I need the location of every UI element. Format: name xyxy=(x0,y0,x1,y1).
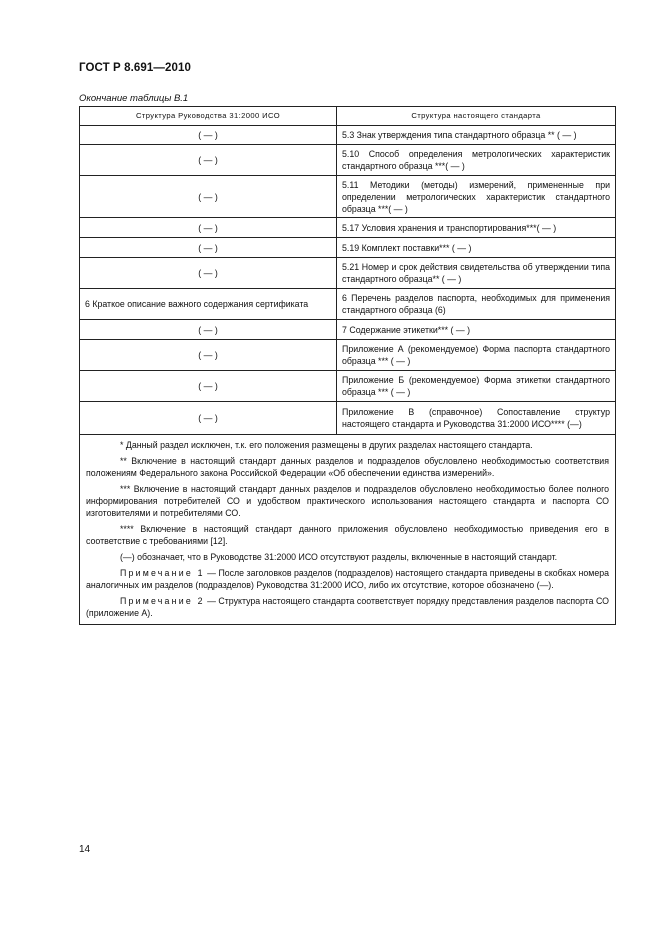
table-cell-iso: ( — ) xyxy=(80,176,337,218)
note-1-label: Примечание 1 xyxy=(120,568,205,578)
table-row xyxy=(80,218,616,238)
table-notes-row xyxy=(80,435,616,625)
footnote-4: **** Включение в настоящий стандарт данного приложения обусловлено необходимостью приведения его в соответствие с требованиями [12]. xyxy=(86,524,609,546)
table-cell-standard: 5.11 Методики (методы) измерений, примененные при определении метрологических характеристик стандартного образца ***( — ) xyxy=(337,176,616,218)
table-row xyxy=(80,258,616,289)
table-row xyxy=(80,289,616,320)
footnote-2: ** Включение в настоящий стандарт данных разделов и подразделов обусловлено необходимостью соответствия положениям Федерального закона Российской Федерации «Об обеспечении единства измерений». xyxy=(86,456,609,478)
table-cell-standard: 5.10 Способ определения метрологических характеристик стандартного образца ***( — ) xyxy=(337,145,616,176)
table-cell-standard: 5.3 Знак утверждения типа стандартного образца ** ( — ) xyxy=(337,126,616,145)
table-cell-standard: 5.17 Условия хранения и транспортирования***( — ) xyxy=(337,218,616,238)
table-cell-standard: 7 Содержание этикетки*** ( — ) xyxy=(337,320,616,340)
table-cell-standard: Приложение В (справочное) Сопоставление структур настоящего стандарта и Руководства 31:2000 ИСО**** (—) xyxy=(337,402,616,435)
table-row xyxy=(80,320,616,340)
note-2 xyxy=(86,595,609,619)
standard-designation: ГОСТ Р 8.691—2010 xyxy=(79,62,191,74)
table-row xyxy=(80,340,616,371)
table-cell-standard: 5.21 Номер и срок действия свидетельства об утверждении типа стандартного образца** ( — ) xyxy=(337,258,616,289)
table-header-row xyxy=(80,107,616,126)
table-cell-standard: 6 Перечень разделов паспорта, необходимых для применения стандартного образца (6) xyxy=(337,289,616,320)
table-notes xyxy=(80,435,616,625)
table-row xyxy=(80,402,616,435)
note-2-text: — Структура настоящего стандарта соответствует порядку представления разделов паспорта СО (приложение А). xyxy=(86,596,609,618)
table-cell-iso: ( — ) xyxy=(80,402,337,435)
comparison-table xyxy=(79,106,616,625)
table-cell-iso: ( — ) xyxy=(80,126,337,145)
absence-legend: (—) обозначает, что в Руководстве 31:2000 ИСО отсутствуют разделы, включенные в настоящий стандарт. xyxy=(120,552,558,562)
table-row xyxy=(80,176,616,218)
table-cell-iso: ( — ) xyxy=(80,320,337,340)
table-cell-iso: ( — ) xyxy=(80,371,337,402)
note-1-text: — После заголовков разделов (подразделов) настоящего стандарта приведены в скобках номера аналогичных им разделов (подразделов) Руководства 31:2000 ИСО, либо их отсутствие, которое обозначено (—). xyxy=(86,568,609,590)
note-1 xyxy=(86,567,609,591)
table-row xyxy=(80,371,616,402)
table-cell-standard: Приложение Б (рекомендуемое) Форма этикетки стандартного образца *** ( — ) xyxy=(337,371,616,402)
table-cell-standard: 5.19 Комплект поставки*** ( — ) xyxy=(337,238,616,258)
table-caption: Окончание таблицы В.1 xyxy=(79,93,189,104)
column-header-this-standard: Структура настоящего стандарта xyxy=(337,107,616,126)
table-cell-standard: Приложение А (рекомендуемое) Форма паспорта стандартного образца *** ( — ) xyxy=(337,340,616,371)
note-2-label: Примечание 2 xyxy=(120,596,205,606)
table-cell-iso: ( — ) xyxy=(80,145,337,176)
table-cell-iso: ( — ) xyxy=(80,238,337,258)
table-cell-iso: ( — ) xyxy=(80,218,337,238)
footnote-1: * Данный раздел исключен, т.к. его положения размещены в других разделах настоящего стандарта. xyxy=(120,440,533,450)
table-row xyxy=(80,238,616,258)
table-cell-iso: 6 Краткое описание важного содержания сертификата xyxy=(80,289,337,320)
table-row xyxy=(80,145,616,176)
page-number: 14 xyxy=(79,844,91,855)
footnote-3: *** Включение в настоящий стандарт данных разделов и подразделов обусловлено необходимостью более полного информирования потребителей СО и удобством практического использования настоящего стандарта и паспорта СО изготовителями и потребителями СО. xyxy=(86,484,609,518)
table-cell-iso: ( — ) xyxy=(80,340,337,371)
column-header-iso-guide: Структура Руководства 31:2000 ИСО xyxy=(80,107,337,126)
table-cell-iso: ( — ) xyxy=(80,258,337,289)
table-row xyxy=(80,126,616,145)
